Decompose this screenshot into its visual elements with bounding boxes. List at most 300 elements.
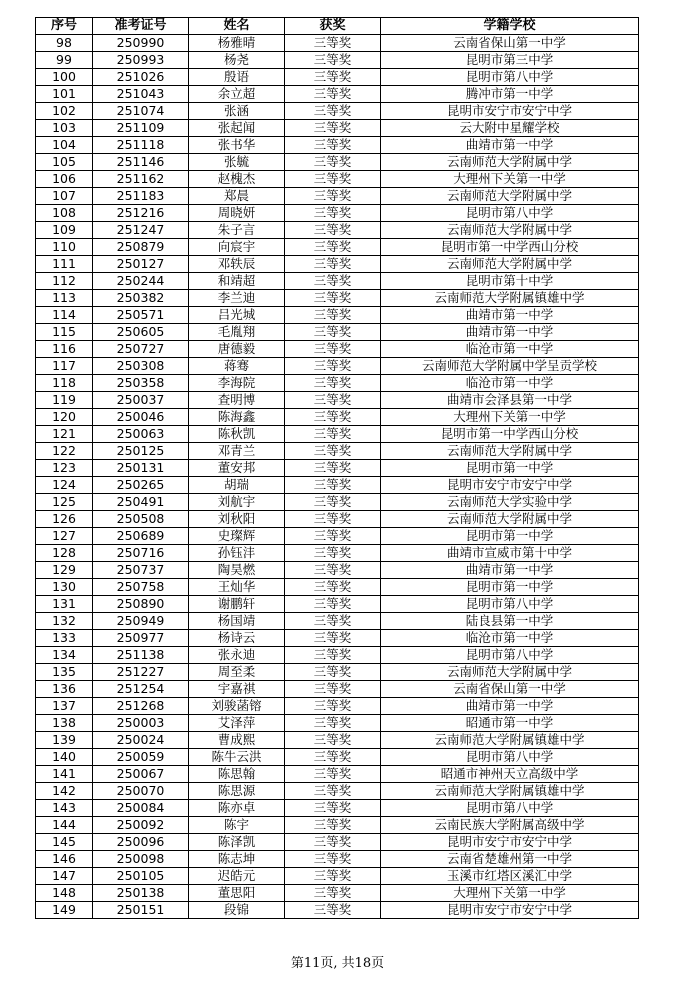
table-row (36, 732, 639, 749)
cell-name: 陈牛云洪 (189, 749, 285, 766)
cell-school: 云南师范大学附属中学 (381, 443, 639, 460)
cell-exam-id: 251109 (93, 120, 189, 137)
header-award: 获奖 (285, 18, 381, 35)
table-row (36, 783, 639, 800)
cell-school: 云南师范大学附属中学 (381, 188, 639, 205)
cell-name: 蒋骞 (189, 358, 285, 375)
cell-award: 三等奖 (285, 545, 381, 562)
cell-exam-id: 250244 (93, 273, 189, 290)
header-school: 学籍学校 (381, 18, 639, 35)
cell-exam-id: 251118 (93, 137, 189, 154)
cell-school: 昆明市第一中学 (381, 528, 639, 545)
table-row (36, 545, 639, 562)
cell-award: 三等奖 (285, 171, 381, 188)
cell-exam-id: 251227 (93, 664, 189, 681)
table-row (36, 358, 639, 375)
cell-serial: 112 (36, 273, 93, 290)
cell-name: 邓轶辰 (189, 256, 285, 273)
cell-school: 昆明市第八中学 (381, 800, 639, 817)
cell-name: 李海院 (189, 375, 285, 392)
table-row (36, 69, 639, 86)
cell-serial: 104 (36, 137, 93, 154)
cell-name: 和靖超 (189, 273, 285, 290)
cell-award: 三等奖 (285, 630, 381, 647)
cell-exam-id: 250131 (93, 460, 189, 477)
cell-exam-id: 250151 (93, 902, 189, 919)
cell-award: 三等奖 (285, 52, 381, 69)
table-row (36, 137, 639, 154)
cell-school: 腾冲市第一中学 (381, 86, 639, 103)
cell-serial: 126 (36, 511, 93, 528)
cell-serial: 121 (36, 426, 93, 443)
cell-exam-id: 251216 (93, 205, 189, 222)
cell-award: 三等奖 (285, 562, 381, 579)
cell-exam-id: 251247 (93, 222, 189, 239)
cell-name: 张毓 (189, 154, 285, 171)
cell-name: 刘航宇 (189, 494, 285, 511)
cell-name: 杨尧 (189, 52, 285, 69)
cell-exam-id: 250737 (93, 562, 189, 579)
cell-serial: 101 (36, 86, 93, 103)
cell-serial: 103 (36, 120, 93, 137)
cell-award: 三等奖 (285, 307, 381, 324)
cell-name: 董思阳 (189, 885, 285, 902)
table-row (36, 341, 639, 358)
cell-award: 三等奖 (285, 137, 381, 154)
cell-school: 云南师范大学附属中学 (381, 154, 639, 171)
table-row (36, 868, 639, 885)
cell-exam-id: 250571 (93, 307, 189, 324)
cell-serial: 140 (36, 749, 93, 766)
cell-name: 杨国靖 (189, 613, 285, 630)
table-row (36, 426, 639, 443)
cell-school: 曲靖市会泽县第一中学 (381, 392, 639, 409)
cell-award: 三等奖 (285, 375, 381, 392)
cell-award: 三等奖 (285, 902, 381, 919)
cell-award: 三等奖 (285, 732, 381, 749)
cell-serial: 127 (36, 528, 93, 545)
table-row (36, 154, 639, 171)
cell-name: 李兰迪 (189, 290, 285, 307)
cell-school: 云南师范大学附属中学 (381, 664, 639, 681)
table-row (36, 800, 639, 817)
table-row (36, 630, 639, 647)
table-row (36, 103, 639, 120)
table-row (36, 681, 639, 698)
cell-school: 曲靖市第一中学 (381, 698, 639, 715)
cell-serial: 119 (36, 392, 93, 409)
cell-exam-id: 250037 (93, 392, 189, 409)
cell-name: 刘骏菡镕 (189, 698, 285, 715)
table-row (36, 86, 639, 103)
cell-serial: 132 (36, 613, 93, 630)
cell-award: 三等奖 (285, 511, 381, 528)
cell-award: 三等奖 (285, 290, 381, 307)
cell-serial: 137 (36, 698, 93, 715)
cell-award: 三等奖 (285, 222, 381, 239)
cell-serial: 142 (36, 783, 93, 800)
cell-name: 史璨辉 (189, 528, 285, 545)
page-footer: 第11页, 共18页 (290, 956, 385, 971)
cell-exam-id: 250508 (93, 511, 189, 528)
cell-school: 临沧市第一中学 (381, 375, 639, 392)
cell-school: 云南师范大学附属中学 (381, 511, 639, 528)
table-row (36, 290, 639, 307)
cell-award: 三等奖 (285, 885, 381, 902)
cell-serial: 118 (36, 375, 93, 392)
cell-name: 张书华 (189, 137, 285, 154)
cell-exam-id: 250092 (93, 817, 189, 834)
cell-exam-id: 250138 (93, 885, 189, 902)
cell-serial: 123 (36, 460, 93, 477)
table-row (36, 749, 639, 766)
cell-school: 昆明市第十中学 (381, 273, 639, 290)
cell-serial: 106 (36, 171, 93, 188)
cell-award: 三等奖 (285, 851, 381, 868)
cell-name: 朱子言 (189, 222, 285, 239)
cell-school: 昆明市安宁市安宁中学 (381, 902, 639, 919)
cell-serial: 114 (36, 307, 93, 324)
cell-name: 董安邦 (189, 460, 285, 477)
cell-school: 昆明市安宁市安宁中学 (381, 477, 639, 494)
table-row (36, 392, 639, 409)
cell-exam-id: 250127 (93, 256, 189, 273)
cell-exam-id: 250024 (93, 732, 189, 749)
table-row (36, 851, 639, 868)
cell-serial: 136 (36, 681, 93, 698)
table-row (36, 443, 639, 460)
cell-name: 陈秋凯 (189, 426, 285, 443)
cell-school: 云南师范大学实验中学 (381, 494, 639, 511)
cell-school: 云南师范大学附属中学 (381, 256, 639, 273)
table-row (36, 647, 639, 664)
cell-exam-id: 251026 (93, 69, 189, 86)
table-row (36, 528, 639, 545)
cell-exam-id: 251162 (93, 171, 189, 188)
cell-award: 三等奖 (285, 749, 381, 766)
cell-exam-id: 250308 (93, 358, 189, 375)
cell-serial: 141 (36, 766, 93, 783)
cell-name: 谢鹏轩 (189, 596, 285, 613)
cell-exam-id: 250084 (93, 800, 189, 817)
cell-school: 陆良县第一中学 (381, 613, 639, 630)
cell-serial: 100 (36, 69, 93, 86)
cell-name: 陈志坤 (189, 851, 285, 868)
cell-school: 昭通市第一中学 (381, 715, 639, 732)
cell-award: 三等奖 (285, 69, 381, 86)
cell-school: 昆明市第八中学 (381, 596, 639, 613)
cell-exam-id: 250067 (93, 766, 189, 783)
cell-school: 云南师范大学附属镇雄中学 (381, 290, 639, 307)
cell-exam-id: 250105 (93, 868, 189, 885)
cell-serial: 147 (36, 868, 93, 885)
header-name: 姓名 (189, 18, 285, 35)
cell-school: 云大附中星耀学校 (381, 120, 639, 137)
cell-exam-id: 250605 (93, 324, 189, 341)
cell-award: 三等奖 (285, 698, 381, 715)
cell-name: 张起闻 (189, 120, 285, 137)
cell-school: 昆明市安宁市安宁中学 (381, 834, 639, 851)
cell-serial: 148 (36, 885, 93, 902)
table-row (36, 562, 639, 579)
cell-exam-id: 250993 (93, 52, 189, 69)
cell-school: 云南师范大学附属镇雄中学 (381, 783, 639, 800)
cell-exam-id: 250358 (93, 375, 189, 392)
cell-exam-id: 250382 (93, 290, 189, 307)
cell-name: 陈思源 (189, 783, 285, 800)
cell-school: 云南师范大学附属中学呈贡学校 (381, 358, 639, 375)
cell-exam-id: 250096 (93, 834, 189, 851)
table-row (36, 613, 639, 630)
cell-award: 三等奖 (285, 154, 381, 171)
cell-award: 三等奖 (285, 324, 381, 341)
cell-exam-id: 250890 (93, 596, 189, 613)
cell-exam-id: 250070 (93, 783, 189, 800)
cell-school: 昆明市第三中学 (381, 52, 639, 69)
cell-name: 余立超 (189, 86, 285, 103)
cell-name: 迟皓元 (189, 868, 285, 885)
cell-serial: 117 (36, 358, 93, 375)
cell-school: 曲靖市第一中学 (381, 137, 639, 154)
cell-exam-id: 250949 (93, 613, 189, 630)
cell-serial: 102 (36, 103, 93, 120)
table-row (36, 766, 639, 783)
cell-name: 郑晨 (189, 188, 285, 205)
cell-school: 昆明市第一中学西山分校 (381, 239, 639, 256)
table-row (36, 460, 639, 477)
table-row (36, 375, 639, 392)
table-row (36, 307, 639, 324)
cell-name: 陈亦卓 (189, 800, 285, 817)
cell-school: 大理州下关第一中学 (381, 171, 639, 188)
cell-serial: 116 (36, 341, 93, 358)
table-row (36, 579, 639, 596)
cell-school: 曲靖市第一中学 (381, 324, 639, 341)
cell-name: 陈宇 (189, 817, 285, 834)
cell-school: 临沧市第一中学 (381, 630, 639, 647)
cell-award: 三等奖 (285, 647, 381, 664)
cell-name: 向宸宇 (189, 239, 285, 256)
cell-name: 宇嘉祺 (189, 681, 285, 698)
cell-award: 三等奖 (285, 358, 381, 375)
cell-serial: 143 (36, 800, 93, 817)
table-row (36, 834, 639, 851)
cell-school: 云南省保山第一中学 (381, 681, 639, 698)
cell-exam-id: 250990 (93, 35, 189, 52)
cell-school: 曲靖市第一中学 (381, 562, 639, 579)
cell-exam-id: 250046 (93, 409, 189, 426)
cell-serial: 131 (36, 596, 93, 613)
cell-award: 三等奖 (285, 239, 381, 256)
cell-name: 杨诗云 (189, 630, 285, 647)
cell-school: 昆明市第八中学 (381, 749, 639, 766)
cell-serial: 122 (36, 443, 93, 460)
cell-award: 三等奖 (285, 426, 381, 443)
cell-name: 唐德毅 (189, 341, 285, 358)
cell-award: 三等奖 (285, 188, 381, 205)
cell-name: 曹成熙 (189, 732, 285, 749)
cell-exam-id: 251146 (93, 154, 189, 171)
cell-serial: 99 (36, 52, 93, 69)
table-row (36, 120, 639, 137)
cell-serial: 145 (36, 834, 93, 851)
cell-award: 三等奖 (285, 715, 381, 732)
cell-exam-id: 251254 (93, 681, 189, 698)
header-exam-id: 准考证号 (93, 18, 189, 35)
cell-serial: 139 (36, 732, 93, 749)
table-row (36, 902, 639, 919)
cell-serial: 124 (36, 477, 93, 494)
cell-award: 三等奖 (285, 800, 381, 817)
table-row (36, 188, 639, 205)
cell-name: 邓青兰 (189, 443, 285, 460)
cell-name: 周至柔 (189, 664, 285, 681)
table-row (36, 494, 639, 511)
cell-award: 三等奖 (285, 86, 381, 103)
cell-name: 查明博 (189, 392, 285, 409)
cell-award: 三等奖 (285, 783, 381, 800)
cell-exam-id: 250716 (93, 545, 189, 562)
cell-serial: 111 (36, 256, 93, 273)
cell-exam-id: 251138 (93, 647, 189, 664)
cell-school: 云南省保山第一中学 (381, 35, 639, 52)
cell-award: 三等奖 (285, 205, 381, 222)
cell-award: 三等奖 (285, 596, 381, 613)
cell-award: 三等奖 (285, 681, 381, 698)
cell-exam-id: 251043 (93, 86, 189, 103)
cell-name: 王灿华 (189, 579, 285, 596)
table-row (36, 715, 639, 732)
cell-school: 玉溪市红塔区溪汇中学 (381, 868, 639, 885)
cell-name: 张永迪 (189, 647, 285, 664)
cell-exam-id: 250125 (93, 443, 189, 460)
cell-award: 三等奖 (285, 766, 381, 783)
cell-serial: 135 (36, 664, 93, 681)
awards-table (35, 17, 639, 919)
cell-name: 刘秋阳 (189, 511, 285, 528)
table-row (36, 664, 639, 681)
cell-name: 周晓妍 (189, 205, 285, 222)
cell-exam-id: 250879 (93, 239, 189, 256)
cell-award: 三等奖 (285, 528, 381, 545)
cell-serial: 146 (36, 851, 93, 868)
cell-exam-id: 250758 (93, 579, 189, 596)
cell-school: 云南民族大学附属高级中学 (381, 817, 639, 834)
table-row (36, 511, 639, 528)
cell-exam-id: 250265 (93, 477, 189, 494)
table-row (36, 817, 639, 834)
cell-award: 三等奖 (285, 477, 381, 494)
cell-name: 陈思翰 (189, 766, 285, 783)
cell-serial: 134 (36, 647, 93, 664)
cell-exam-id: 250977 (93, 630, 189, 647)
cell-serial: 109 (36, 222, 93, 239)
cell-name: 胡瑞 (189, 477, 285, 494)
table-row (36, 171, 639, 188)
cell-exam-id: 250689 (93, 528, 189, 545)
table-row (36, 222, 639, 239)
cell-award: 三等奖 (285, 664, 381, 681)
cell-name: 陶昊燃 (189, 562, 285, 579)
cell-award: 三等奖 (285, 273, 381, 290)
cell-serial: 120 (36, 409, 93, 426)
cell-exam-id: 250063 (93, 426, 189, 443)
cell-exam-id: 250059 (93, 749, 189, 766)
cell-name: 陈泽凯 (189, 834, 285, 851)
cell-serial: 125 (36, 494, 93, 511)
cell-serial: 105 (36, 154, 93, 171)
cell-school: 昭通市神州天立高级中学 (381, 766, 639, 783)
cell-school: 昆明市第八中学 (381, 69, 639, 86)
table-row (36, 324, 639, 341)
cell-name: 殷语 (189, 69, 285, 86)
cell-award: 三等奖 (285, 460, 381, 477)
cell-serial: 129 (36, 562, 93, 579)
cell-award: 三等奖 (285, 103, 381, 120)
cell-award: 三等奖 (285, 868, 381, 885)
cell-award: 三等奖 (285, 256, 381, 273)
cell-name: 赵槐杰 (189, 171, 285, 188)
cell-serial: 149 (36, 902, 93, 919)
cell-serial: 133 (36, 630, 93, 647)
cell-serial: 128 (36, 545, 93, 562)
cell-exam-id: 250491 (93, 494, 189, 511)
table-row (36, 239, 639, 256)
cell-exam-id: 250098 (93, 851, 189, 868)
cell-serial: 130 (36, 579, 93, 596)
table-row (36, 409, 639, 426)
cell-award: 三等奖 (285, 579, 381, 596)
cell-school: 云南师范大学附属镇雄中学 (381, 732, 639, 749)
cell-school: 昆明市第八中学 (381, 205, 639, 222)
table-row (36, 205, 639, 222)
cell-award: 三等奖 (285, 392, 381, 409)
cell-name: 杨雅晴 (189, 35, 285, 52)
table-header-row (36, 18, 639, 35)
cell-serial: 113 (36, 290, 93, 307)
cell-award: 三等奖 (285, 494, 381, 511)
cell-name: 毛胤翔 (189, 324, 285, 341)
cell-exam-id: 251183 (93, 188, 189, 205)
table-row (36, 477, 639, 494)
cell-award: 三等奖 (285, 341, 381, 358)
cell-school: 昆明市第一中学西山分校 (381, 426, 639, 443)
cell-school: 大理州下关第一中学 (381, 409, 639, 426)
cell-exam-id: 250727 (93, 341, 189, 358)
cell-award: 三等奖 (285, 409, 381, 426)
cell-name: 陈海鑫 (189, 409, 285, 426)
cell-serial: 98 (36, 35, 93, 52)
cell-award: 三等奖 (285, 834, 381, 851)
cell-exam-id: 251074 (93, 103, 189, 120)
cell-award: 三等奖 (285, 817, 381, 834)
cell-name: 段锦 (189, 902, 285, 919)
cell-name: 张涵 (189, 103, 285, 120)
cell-serial: 138 (36, 715, 93, 732)
cell-school: 昆明市第一中学 (381, 579, 639, 596)
table-row (36, 35, 639, 52)
cell-award: 三等奖 (285, 35, 381, 52)
cell-school: 昆明市第一中学 (381, 460, 639, 477)
cell-school: 曲靖市第一中学 (381, 307, 639, 324)
cell-serial: 115 (36, 324, 93, 341)
cell-school: 临沧市第一中学 (381, 341, 639, 358)
cell-exam-id: 251268 (93, 698, 189, 715)
cell-award: 三等奖 (285, 613, 381, 630)
cell-school: 云南师范大学附属中学 (381, 222, 639, 239)
cell-school: 昆明市第八中学 (381, 647, 639, 664)
cell-name: 艾泽萍 (189, 715, 285, 732)
